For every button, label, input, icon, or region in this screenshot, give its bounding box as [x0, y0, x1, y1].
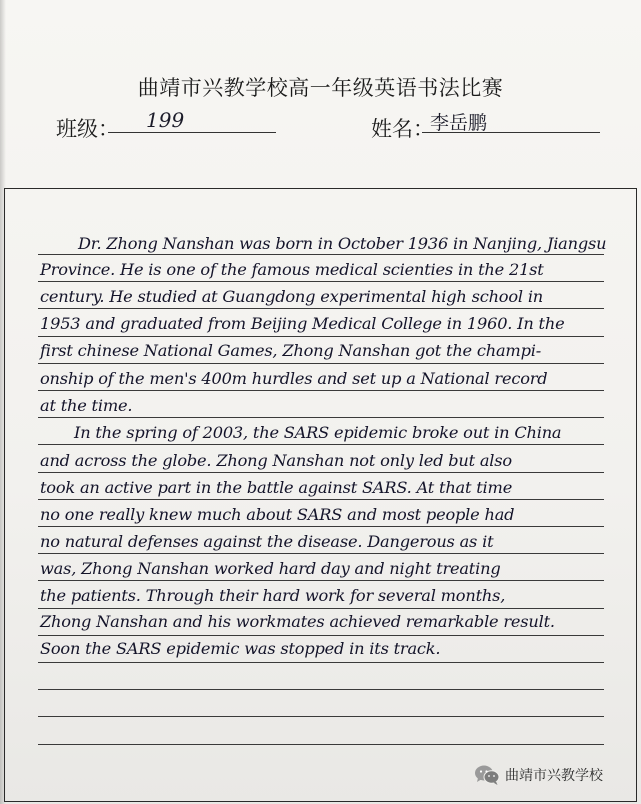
- ruled-line: [38, 689, 604, 690]
- essay-line: no one really knew much about SARS and most people had: [40, 505, 515, 524]
- essay-line: first chinese National Games, Zhong Nanshan got the champi-: [40, 341, 541, 360]
- class-value: 199: [146, 108, 185, 132]
- essay-line: century. He studied at Guangdong experimental high school in: [40, 287, 544, 306]
- ruled-line: [38, 744, 604, 745]
- ruled-line: [38, 526, 604, 527]
- essay-line: was, Zhong Nanshan worked hard day and night treating: [40, 559, 501, 578]
- essay-line: took an active part in the battle against SARS. At that time: [40, 478, 513, 497]
- name-value: 李岳鹏: [430, 112, 488, 134]
- ruled-line: [38, 635, 604, 636]
- ruled-line: [38, 254, 604, 255]
- ruled-line: [38, 716, 604, 717]
- essay-line: Dr. Zhong Nanshan was born in October 1936 in Nanjing, Jiangsu: [78, 234, 607, 253]
- essay-line: and across the globe. Zhong Nanshan not only led but also: [40, 451, 512, 470]
- ruled-line: [38, 472, 604, 473]
- essay-line: In the spring of 2003, the SARS epidemic broke out in China: [74, 423, 562, 442]
- ruled-line: [38, 308, 604, 309]
- ruled-line: [38, 553, 604, 554]
- watermark-text: 曲靖市兴教学校: [505, 768, 603, 784]
- page-title: 曲靖市兴教学校高一年级英语书法比赛: [137, 76, 504, 100]
- name-label: 姓名：: [371, 117, 434, 141]
- ruled-line: [38, 499, 604, 500]
- essay-line: Soon the SARS epidemic was stopped in its track.: [40, 639, 441, 658]
- ruled-line: [38, 336, 604, 337]
- essay-line: Province. He is one of the famous medical scienties in the 21st: [40, 260, 544, 279]
- ruled-line: [38, 608, 604, 609]
- ruled-line: [38, 444, 604, 445]
- ruled-line: [38, 580, 604, 581]
- wechat-icon: [474, 764, 500, 786]
- ruled-line: [38, 281, 604, 282]
- account-watermark: [474, 764, 603, 786]
- class-label: 班级：: [56, 117, 119, 141]
- ruled-line: [38, 390, 604, 391]
- essay-line: the patients. Through their hard work for several months,: [40, 586, 506, 605]
- essay-line: Zhong Nanshan and his workmates achieved remarkable result.: [40, 612, 555, 631]
- ruled-line: [38, 417, 604, 418]
- class-underline: [108, 132, 276, 133]
- essay-line: at the time.: [40, 396, 133, 415]
- essay-line: 1953 and graduated from Beijing Medical College in 1960. In the: [40, 314, 565, 333]
- ruled-line: [38, 662, 604, 663]
- essay-line: onship of the men's 400m hurdles and set up a National record: [40, 369, 548, 388]
- essay-line: no natural defenses against the disease. Dangerous as it: [40, 532, 494, 551]
- ruled-line: [38, 363, 604, 364]
